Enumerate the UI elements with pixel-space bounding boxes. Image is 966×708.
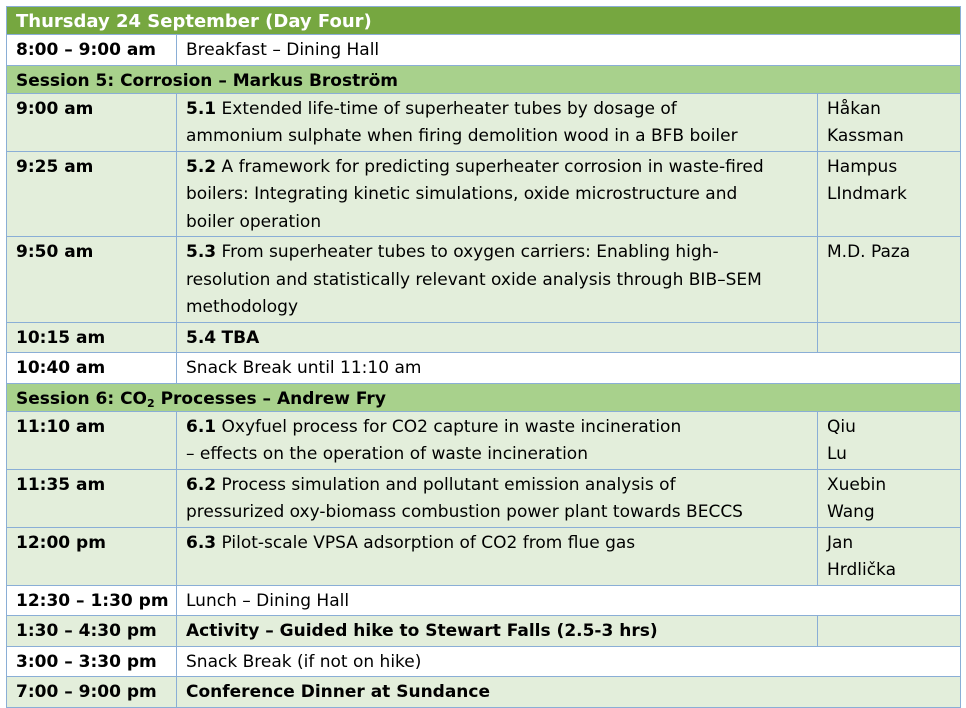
talk-cell xyxy=(177,322,818,353)
time-cell: 10:40 am xyxy=(7,353,177,384)
talk-cell xyxy=(177,527,818,585)
talk-title-line xyxy=(186,530,808,558)
talk-title-text: TBA xyxy=(221,327,260,348)
speaker-name: Hampus xyxy=(827,156,898,177)
talk-cell xyxy=(177,237,818,323)
session-title-subscript: 2 xyxy=(147,396,155,410)
talk-title-line: boiler operation xyxy=(186,211,322,232)
event-cell: Breakfast – Dining Hall xyxy=(177,35,961,66)
schedule-row xyxy=(7,35,961,66)
schedule-row xyxy=(7,322,961,353)
talk-number: 6.1 xyxy=(186,416,217,437)
speaker-cell xyxy=(818,93,961,151)
talk-title-line xyxy=(186,239,808,267)
time-cell: 11:35 am xyxy=(7,469,177,527)
time-cell: 7:00 – 9:00 pm xyxy=(7,677,177,708)
event-cell: Lunch – Dining Hall xyxy=(177,585,961,616)
session-title-text: Session 5: Corrosion – Markus Broström xyxy=(16,70,399,91)
talk-title-text: Extended life-time of superheater tubes by dosage of xyxy=(221,98,677,119)
schedule-row xyxy=(7,151,961,237)
speaker-cell xyxy=(818,469,961,527)
speaker-name: Lu xyxy=(827,444,847,464)
time-cell: 3:00 – 3:30 pm xyxy=(7,646,177,677)
session-title-text: Session 6: CO xyxy=(16,388,148,409)
session-title-text: Processes – Andrew Fry xyxy=(154,388,386,409)
session-header-row xyxy=(7,65,961,93)
talk-number: 6.3 xyxy=(186,532,217,553)
schedule-row xyxy=(7,646,961,677)
speaker-cell xyxy=(818,616,961,647)
speaker-cell xyxy=(818,527,961,585)
event-cell: Snack Break (if not on hike) xyxy=(177,646,961,677)
talk-number: 5.3 xyxy=(186,242,217,262)
talk-title-line: pressurized oxy-biomass combustion power plant towards BECCS xyxy=(186,502,743,522)
talk-title-line xyxy=(186,472,808,500)
schedule-row xyxy=(7,93,961,151)
schedule-row xyxy=(7,677,961,708)
time-cell: 11:10 am xyxy=(7,411,177,469)
talk-cell xyxy=(177,411,818,469)
day-title: Thursday 24 September (Day Four) xyxy=(7,7,961,35)
time-cell: 12:30 – 1:30 pm xyxy=(7,585,177,616)
session-header-row xyxy=(7,383,961,411)
talk-title-text: Oxyfuel process for CO2 capture in waste incineration xyxy=(221,416,682,437)
talk-title-line: – effects on the operation of waste incineration xyxy=(186,444,588,464)
speaker-name: LIndmark xyxy=(827,184,907,204)
event-cell: Conference Dinner at Sundance xyxy=(177,677,961,708)
schedule-row xyxy=(7,237,961,323)
session-title xyxy=(7,65,961,93)
talk-cell xyxy=(177,151,818,237)
talk-cell xyxy=(177,93,818,151)
speaker-name: Hrdlička xyxy=(827,560,897,580)
speaker-cell xyxy=(818,151,961,237)
speaker-name: Qiu xyxy=(827,416,856,437)
talk-title-line: resolution and statistically relevant oxide analysis through BIB–SEM xyxy=(186,269,762,290)
talk-cell xyxy=(177,469,818,527)
talk-title-line: ammonium sulphate when firing demolition wood in a BFB boiler xyxy=(186,126,738,146)
talk-title-text: Pilot-scale VPSA adsorption of CO2 from flue gas xyxy=(221,532,636,553)
time-cell: 9:25 am xyxy=(7,151,177,237)
speaker-name: Kassman xyxy=(827,126,904,146)
schedule-row xyxy=(7,527,961,585)
time-cell: 9:50 am xyxy=(7,237,177,323)
talk-title-line xyxy=(186,96,808,124)
schedule-table xyxy=(6,6,961,708)
schedule-row xyxy=(7,469,961,527)
talk-title-line: boilers: Integrating kinetic simulations, oxide microstructure and xyxy=(186,184,738,204)
speaker-name: Jan xyxy=(827,532,854,553)
speaker-cell xyxy=(818,411,961,469)
talk-number: 5.4 xyxy=(186,327,217,348)
session-title xyxy=(7,383,961,411)
event-cell: Activity – Guided hike to Stewart Falls (2.5-3 hrs) xyxy=(177,616,818,647)
talk-number: 6.2 xyxy=(186,474,217,495)
time-cell: 10:15 am xyxy=(7,322,177,353)
schedule-row xyxy=(7,585,961,616)
talk-number: 5.1 xyxy=(186,98,217,119)
speaker-cell xyxy=(818,237,961,323)
speaker-name: M.D. Paza xyxy=(827,242,911,262)
speaker-name: Håkan xyxy=(827,98,881,119)
talk-title-text: Process simulation and pollutant emission analysis of xyxy=(221,474,676,495)
event-cell: Snack Break until 11:10 am xyxy=(177,353,961,384)
day-title-row xyxy=(7,7,961,35)
schedule-row xyxy=(7,353,961,384)
talk-title-line: methodology xyxy=(186,297,299,317)
talk-number: 5.2 xyxy=(186,156,217,177)
talk-title-text: A framework for predicting superheater corrosion in waste-fired xyxy=(221,156,764,177)
time-cell: 9:00 am xyxy=(7,93,177,151)
schedule-row xyxy=(7,616,961,647)
time-cell: 1:30 – 4:30 pm xyxy=(7,616,177,647)
time-cell: 8:00 – 9:00 am xyxy=(7,35,177,66)
speaker-cell xyxy=(818,322,961,353)
time-cell: 12:00 pm xyxy=(7,527,177,585)
speaker-name: Wang xyxy=(827,502,875,522)
talk-title-line xyxy=(186,414,808,442)
schedule-row xyxy=(7,411,961,469)
speaker-name: Xuebin xyxy=(827,474,887,495)
talk-title-line xyxy=(186,154,808,182)
talk-title-text: From superheater tubes to oxygen carriers: Enabling high- xyxy=(221,242,719,262)
talk-title-line xyxy=(186,325,808,353)
